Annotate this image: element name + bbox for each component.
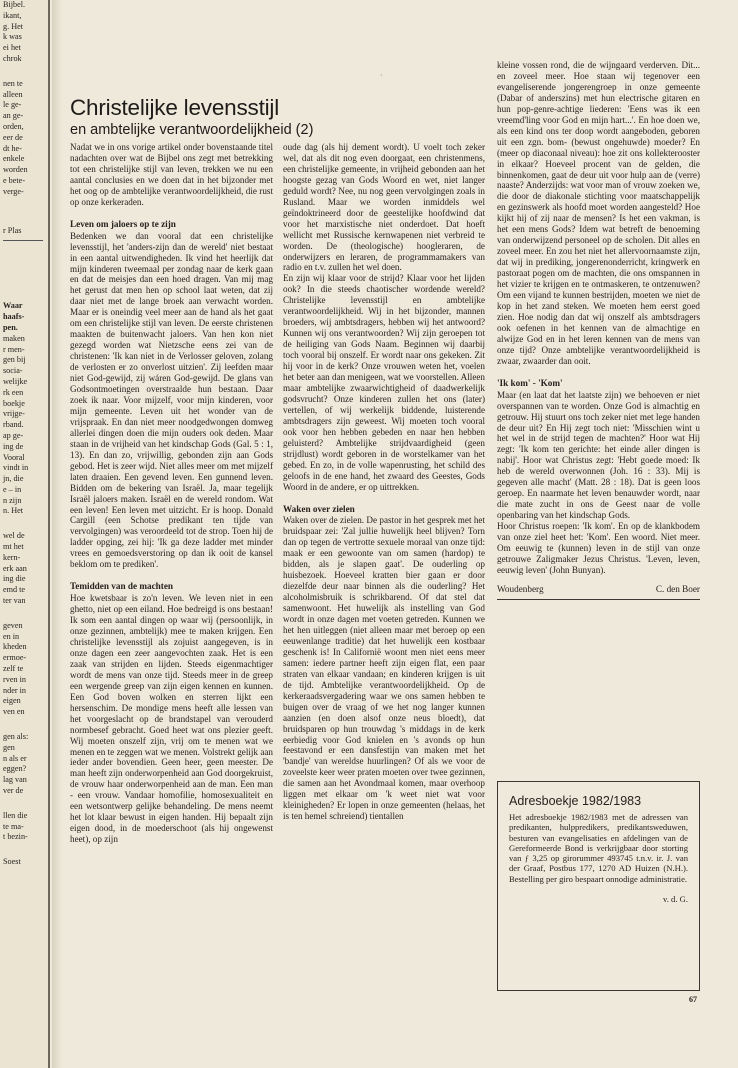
prev-page-line: Bijbel. xyxy=(3,0,26,9)
prev-page-line: eggen? xyxy=(3,764,27,774)
prev-page-line: ver de xyxy=(3,786,24,796)
prev-page-line: Soest xyxy=(3,857,21,867)
prev-page-line: Vooral xyxy=(3,452,25,462)
prev-page-line: ikant, xyxy=(3,10,22,20)
prev-page-line: verge- xyxy=(3,186,24,196)
prev-page-line: maken xyxy=(3,333,25,343)
prev-page-line: pen. xyxy=(3,322,18,332)
box-initials: v. d. G. xyxy=(663,894,688,905)
section-heading-kom: 'Ik kom' - 'Kom' xyxy=(497,377,563,388)
prev-page-line: n als er xyxy=(3,753,27,763)
print-mark: · xyxy=(380,71,383,80)
prev-page-line: an ge- xyxy=(3,111,24,121)
article-title: Christelijke levensstijl xyxy=(70,95,280,120)
prev-page-line: g. Het xyxy=(3,21,24,31)
paragraph: Waken over de zielen. De pastor in het gesprek met het bruidspaar zei: 'Zal jullie huwelijk heel blijven? Torn dan op tegen de vertrotte sexuele moraal van onze tijd: maak er een gewoonte van om samen (hardop) te bidden, als je slapen gaat'. De ouderling op huisbezoek. Hoeveel kratten bier gaan er door diezelfde deur naar binnen als die ouderling? Het alcoholmisbruik is schrikbarend. Of dat stel dat samenwoont. Het huwelijk als instelling van God wordt in onze dagen met voeten getreden. Kunnen we het hen uitleggen (niet alleen maar met beroep op een eeuwenlange traditie) dat het huwelijk een kostbaar geschenk is! In Californië woont men niet eens meer samen: iedere partner heeft zijn eigen flat, een paar straten van elkaar vandaan; en kinderen krijgen is uit de tijd. Ambtelijke verantwoordelijkheid. Op de kerkeraadsvergadering waar we ons samen hebben te buigen over de vraag of we het nog langer kunnen aanzien (en doen alsof onze neus bloedt), dat bruidsparen op hun trouwdag 's middags in de kerk eerbiedig voor God knielen en 's avonds op hun feestavond er een dansfestijn van maken met het 'bandje' van wereldse huurlingen? Of als we voor de zoveelste keer weer praten moeten over twee gezinnen, die samen aan het Avondmaal komen, maar overhoop liggen met elkaar om 'k weet niet wat voor kleinigheden? Er lopen in onze gemeenten (helaas, het is ten hemel schreiend) tientallen xyxy=(283,515,485,822)
column-3 xyxy=(497,60,700,600)
prev-page-line: welijke xyxy=(3,376,28,386)
prev-page-line: te ma- xyxy=(3,821,24,831)
paragraph: Bedenken we dan vooral dat een christelijke levensstijl, het 'anders-zijn dan de wereld' niet bestaat in een aantal uitwendigheden. Ik vind het heerlijk dat mijn kinderen tweemaal per zondag naar de kerk gaan en dat de meisjes dan een hoed dragen. Van mij mag het gerust dat men hen op school laat weten, dat zij daar niet met de lange broek aan verwacht worden. Maar er is oneindig veel meer aan de hand als het gaat om een christelijke stijl van leven. De eerste christenen maakten de buitenwacht jaloers. Van hen kon niet gezegd worden wat Nietzsche eens zei van de christenen: 'Ik kan niet in de Verlosser geloven, zolang de verlosten er zo onverlost uitzien'. Zij leefden maar niet God-gewijd, zij wáren God-gewijd. De glans van Godsontmoetingen overstraalde hun bestaan. Daar zoek ik naar. Voor mijzelf, voor mijn kinderen, voor mijn gemeente. Leven uit het wonder van de vrijspraak. En dan niet meer noodgedwongen domweg allerlei dingen doen die mijn ouders ook deden. Maar staan in de vrijheid van het kindschap Gods (Gal. 5 : 1, 13). En dan zo, vrijwillig, gebonden zijn aan Gods gebod. Het is zeer wijd. Niet alles meer om met mijzelf laten draaien. Een gevend leven. Een gunnend leven. Bidden om de bekering van Israël. Ja, maar tegelijk Israël jaloers maken. Israël en de wereld rondom. Wat een leven! Een leven met uitzicht. Er is hoop. Donald Cargill (een Schotse predikant ten tijde van vervolgingen) was veroordeeld tot de strop. Toen hij de ladder opging, zei hij: 'Ik ga deze ladder met minder vrees en gemoedsverstoring op dan ik ooit de kansel beklom om te prediken'. xyxy=(70,230,273,570)
prev-page-line: mt het xyxy=(3,542,24,552)
prev-page-line: rk een xyxy=(3,387,24,397)
prev-page-line: ap ge- xyxy=(3,430,24,440)
page-number: 67 xyxy=(689,995,697,1004)
prev-page-line: r men- xyxy=(3,344,25,354)
prev-page-line: en in xyxy=(3,631,20,641)
prev-page-line: lag van xyxy=(3,775,27,785)
paragraph: kleine vossen rond, die de wijngaard verderven. Dit... en zoveel meer. Hoe staan wij tegenover een evangeliserende jongerengroep in onze gemeente (Dabar of anderszins) met hun electrische gitaren en hun pop-genre-achtige liederen: 'Eens was ik een vreemd'ling voor God en mijn hart...'. En hoe doen we, als een kind ons ter doop wordt aangeboden, geboren uit een zgn. bom- (bewust ongehuwde) moeder? En (meer op diaconaal niveau): hoe zit ons kollekterooster in elkaar? Hoeveel procent van de gelden, die binnenkomen, gaat de deur uit voor hulp aan de (verre) naaste? Anderzijds: wat voor man of vrouw zoeken we, die door de diakonale stichting voor maatschappelijk en gezinswerk als hoofd moet worden aangesteld? Hoe kijkt hij of zij naar de mensen? Is het een vakman, is het een mens Gods? Idem wat betreft de benoeming van onderwijzend personeel op de scholen. Dit alles en zoveel meer. En zou het niet het allervoornaamste zijn, dat wij in prediking, jongerenonderricht, kringwerk en pastoraat pogen om de machten, die ons omspannen in het vizier te krijgen en te ontmaskeren, te ontzenuwen? Om een vijand te kunnen bestrijden, moeten we niet de kop in het zand steken. We moeten hem eerst goed zien. Hoe nodig dan dat wij onszelf als ambtsdragers ook oefenen in het kennen van de almachtige en alwijze God en in het leren kennen van de mens van onze tijd? Onze ambtelijke verantwoordelijkheid is zwaar, zwaarder dan ooit. xyxy=(497,60,700,366)
prev-page-line: haafs- xyxy=(3,312,25,322)
prev-page-line: ermoe- xyxy=(3,653,27,663)
prev-page-line: Waar xyxy=(3,301,23,311)
prev-page-line: emd te xyxy=(3,585,26,595)
article-signature xyxy=(497,584,700,600)
prev-page-line: alleen xyxy=(3,89,23,99)
box-title: Adresboekje 1982/1983 xyxy=(509,794,642,808)
prev-page-line: k was xyxy=(3,32,22,42)
prev-page-line: gen xyxy=(3,742,15,752)
prev-page-line: zelf te xyxy=(3,664,24,674)
prev-page-line: kern- xyxy=(3,552,21,562)
prev-page-line: ei het xyxy=(3,43,21,53)
prev-page-line: llen die xyxy=(3,810,28,820)
prev-page-line: boekje xyxy=(3,398,25,408)
prev-page-line: geven xyxy=(3,620,23,630)
article-header xyxy=(70,95,313,138)
prev-page-line: wel de xyxy=(3,531,25,541)
paragraph: oude dag (als hij dement wordt). U voelt toch zeker wel, dat als dit nog even doorgaat, een christenmens, een christelijke gemeente, in vrijheid gebonden aan het hoogste gezag van Gods Woord en wet, niet langer geduld wordt? Nee, nu nog geen vervolgingen zoals in Rusland. Maar we worden inmiddels wel geïndoktrineerd door de geestelijke hoofdwind dat voor het marxistische niet onderdoet. Dat hoeft wellicht met Russische kernwapenen niet verbreid te worden. De (theologische) hoogleraren, de onderwijzers en leraren, de programmamakers van radio en t.v. zullen het wel doen. xyxy=(283,142,485,273)
prev-page-line: dt he- xyxy=(3,143,22,153)
column-2 xyxy=(283,142,485,822)
prev-page-line: e – in xyxy=(3,484,22,494)
paragraph: Maar (en laat dat het laatste zijn) we behoeven er niet overspannen van te worden. Onze God is almachtig en getrouw. Hij stuurt ons toch zeker niet met lege handen de deur uit? En Hij zegt toch niet: 'Misschien wint u het wel in de strijd tegen de machten?' Hoor wat Hij zegt: 'Ik kom ten gerichte: het einde aller dingen is nabij'. Hoor wat Christus zegt: 'Hebt goede moed: Ik heb de wereld overwonnen (Joh. 16 : 33). Mij is gegeven alle macht' (Matt. 28 : 18). Dat is geen loos geroep. En naarmate het leven benauwder wordt, naar die mate zucht in ons de Geest naar de volle openbaring van het kindschap Gods. xyxy=(497,389,700,521)
paragraph: Hoe kwetsbaar is zo'n leven. We leven niet in een ghetto, niet op een eiland. Hoe bedreigd is ons bestaan! Ik som een aantal dingen op waar wij (persoonlijk, in onze gezinnen, ambtelijk) mee te maken krijgen. Een christelijke levensstijl als zojuist aangegeven, is in onze dagen een zeer aangevochten zaak. Het is een zaak van strijden en lijden. Steeds eigenmachtiger wordt de mens van onze tijd. Steeds meer in de greep een wergende greep van zijn eigen kennen en kunnen. Een God boven wolken en sterren lijkt een hersenschim. De mondige mens heeft alle lessen van het voorgeslacht op de brandstapel van verouderd normbesef gebracht. Goed heet wat ons plezier geeft. Wij moeten onszelf zijn, vrij om te menen wat we menen en te zeggen wat we menen. Volstrekt gelijk aan ieder ander bovendien. Geen heer, geen meester. De man heeft zijn onderworpenheid aan God doorgekruist, de vrouw haar onderworpenheid aan de man. Een man - een vrouw. Vandaar homofilie, homosexualiteit en een wetsontwerp gelijke behandeling. De mens neemt het lot klaar bewust in eigen handen. Hij bepaalt zijn eigen dood, in de moederschoot (als hij ongewenst heet), op zijn xyxy=(70,593,273,845)
section-heading-jaloers: Leven om jaloers op te zijn xyxy=(70,218,176,229)
paragraph: Hoor Christus roepen: 'Ik kom'. En op de klankbodem van onze ziel heet het: 'Kom'. Een woord. Niet meer. Om eeuwig te (kunnen) leven in de stijl van onze getrouwe Zaligmaker Jezus Christus. 'Leven, leven, eeuwig leven' (John Bunyan). xyxy=(497,521,700,575)
prev-page-line: gen als: xyxy=(3,732,29,742)
prev-page-line: rven in xyxy=(3,674,26,684)
prev-page-line: r Plas xyxy=(3,225,22,235)
prev-page-line: vindt in xyxy=(3,463,29,473)
prev-page-line: ven en xyxy=(3,707,25,717)
prev-page-line: ing de xyxy=(3,441,24,451)
prev-page-line: ter van xyxy=(3,596,26,606)
prev-page-line: eer de xyxy=(3,132,23,142)
prev-page-line: erk aan xyxy=(3,563,27,573)
prev-page-line: t bezin- xyxy=(3,832,28,842)
prev-page-line: rband. xyxy=(3,420,24,430)
prev-page-line: nen te xyxy=(3,78,23,88)
prev-page-line: vrijge- xyxy=(3,409,25,419)
column-1 xyxy=(70,142,273,845)
adresboekje-box xyxy=(497,781,700,991)
section-heading-machten: Temidden van de machten xyxy=(70,581,174,592)
section-heading-zielen: Waken over zielen xyxy=(283,503,355,514)
prev-page-line: eigen xyxy=(3,696,21,706)
prev-page-line: e bete- xyxy=(3,175,26,185)
prev-page-line: ing die xyxy=(3,574,26,584)
prev-page-line: n zijn xyxy=(3,495,22,505)
paragraph: En zijn wij klaar voor de strijd? Klaar voor het lijden ook? In die steeds chaotischer wordende wereld? Christelijke levensstijl en ambtelijke verantwoordelijkheid. Wij in het bijzonder, mannen broeders, wij ambtsdragers, hebben wij het antwoord? Kunnen wij ons verantwoorden? Wij zijn geroepen tot de heiliging van Gods Naam. Beginnen wij daarbij toch vooral bij onszelf. Er wordt naar ons gekeken. Zit hij voor in de kerk? Onze vrouwen weten het, voelen het beter aan dan menigeen, wat we voorstellen. Alleen maar ambtelijke zwaarwichtigheid of daadwerkelijk godsvrucht? Onze kinderen zullen het ons (later) vertellen, of wij werkelijk biddende, luisterende ambtsdragers zijn geweest. Wij moeten toch vooral ook voor hen hebben gebeden en naar hen hebben geluisterd? Ambtelijke strijdvaardigheid (geen strijdlust) wordt geboren in de worstelkamer van het gebed. En zo, in de volle wapenrusting, het schild des geloofs in de ene hand, het zwaard des Geestes, Gods Woord in de andere, er op uittrekken. xyxy=(283,273,485,492)
signature-place: Woudenberg xyxy=(497,583,544,594)
prev-page-line: orden, xyxy=(3,121,24,131)
prev-page-line: jn, die xyxy=(3,474,24,484)
prev-page-line: socia- xyxy=(3,366,23,376)
previous-page-fragment xyxy=(0,0,50,1068)
prev-page-line: n. Het xyxy=(3,506,24,516)
signature-author: C. den Boer xyxy=(655,583,700,594)
prev-page-line: chrok xyxy=(3,53,22,63)
prev-page-line: enkele xyxy=(3,154,25,164)
article-subtitle: en ambtelijke verantwoordelijkheid (2) xyxy=(70,122,314,138)
prev-page-line: nder in xyxy=(3,685,26,695)
page-gutter xyxy=(52,0,62,1068)
box-body: Het adresboekje 1982/1983 met de adressen van predikanten, hulppredikers, predikantsweduwen, besturen van evangelisaties en afdelingen van de Gereformeerde Bond is verkrijgbaar door storting van ƒ 3,25 op girorummer 493745 t.n.v. ir. J. van der Graaf, Postbus 177, 1270 AD Huizen (N.H.). Bestelling per giro bespaart onnodige administratie. xyxy=(509,812,688,884)
prev-page-line: worden xyxy=(3,165,28,175)
magazine-page xyxy=(62,55,730,1060)
intro-paragraph: Nadat we in ons vorige artikel onder bovenstaande titel nadachten over wat de Bijbel ons zegt met betrekking tot een christelijke stijl van leven, trekken we nu een aantal conclusies en we doen dat in het bijzonder met het oog op de ambtelijke verantwoordelijkheid, die rust op onze kerkeraden. xyxy=(70,142,273,207)
prev-page-line: gen bij xyxy=(3,355,26,365)
prev-page-line: kheden xyxy=(3,642,27,652)
prev-page-line: le ge- xyxy=(3,100,22,110)
